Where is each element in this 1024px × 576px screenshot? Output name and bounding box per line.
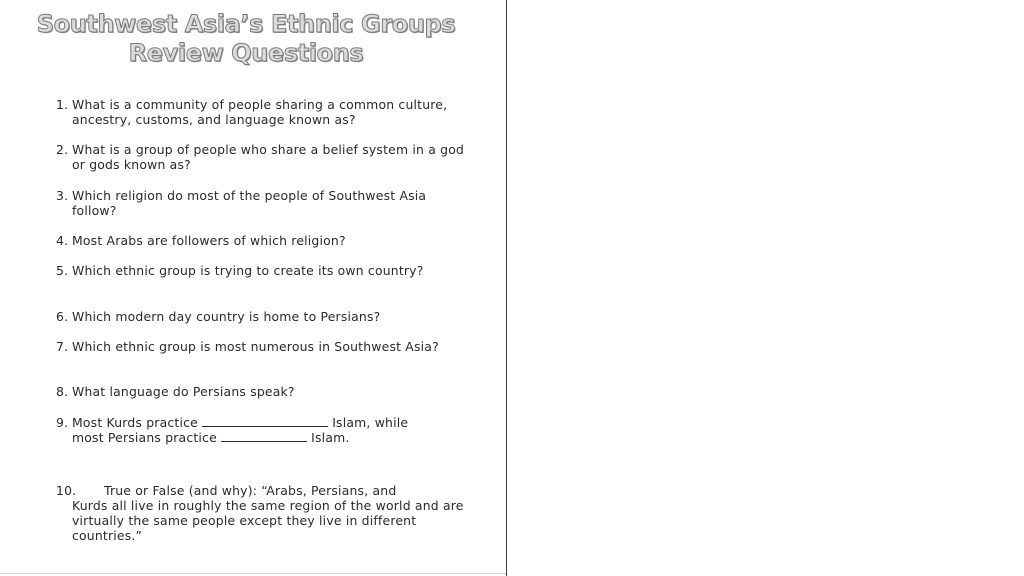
question-9-part-2: Islam, while — [332, 415, 409, 430]
answer-blank-1 — [202, 415, 328, 427]
question-10-rest: Kurds all live in roughly the same region of the world and are virtually the same people except they live in different countries.” — [72, 498, 464, 543]
question-9-part-4: Islam. — [311, 430, 350, 445]
question-text: What is a community of people sharing a common culture, ancestry, customs, and language known as? — [72, 97, 448, 127]
title-line-2: Review Questions — [128, 39, 364, 67]
question-9-part-3: most Persians practice — [72, 430, 217, 445]
question-text: Which ethnic group is trying to create its own country? — [72, 263, 424, 278]
question-text: Most Arabs are followers of which religion? — [72, 233, 346, 248]
question-9-part-1: Most Kurds practice — [72, 415, 198, 430]
question-5 — [56, 263, 466, 278]
question-7 — [56, 339, 466, 354]
question-number: 4. — [56, 233, 69, 248]
question-text: Which ethnic group is most numerous in Southwest Asia? — [72, 339, 439, 354]
question-text: Which religion do most of the people of Southwest Asia follow? — [72, 188, 427, 218]
answer-blank-2 — [221, 430, 307, 442]
page-divider-line — [506, 0, 507, 576]
question-10 — [56, 483, 466, 543]
question-text: Which modern day country is home to Persians? — [72, 309, 381, 324]
question-text — [72, 415, 466, 445]
question-number: 5. — [56, 263, 69, 278]
question-number: 2. — [56, 142, 69, 157]
question-number: 8. — [56, 384, 69, 399]
worksheet-title — [0, 10, 492, 68]
worksheet-page — [0, 0, 506, 576]
title-line-1: Southwest Asia’s Ethnic Groups — [36, 10, 456, 38]
question-4 — [56, 233, 466, 248]
question-number: 3. — [56, 188, 69, 203]
question-6 — [56, 309, 466, 324]
question-1 — [56, 97, 466, 127]
question-9 — [56, 415, 466, 445]
question-number: 1. — [56, 97, 69, 112]
question-10-first-line: True or False (and why): “Arabs, Persians, and — [104, 483, 397, 498]
question-text: What language do Persians speak? — [72, 384, 295, 399]
question-number: 10. — [56, 483, 77, 498]
question-text: What is a group of people who share a belief system in a god or gods known as? — [72, 142, 465, 172]
question-2 — [56, 142, 466, 172]
question-number: 9. — [56, 415, 69, 430]
page-bottom-edge — [0, 573, 506, 574]
question-3 — [56, 188, 466, 218]
question-number: 7. — [56, 339, 69, 354]
question-8 — [56, 384, 466, 399]
question-number: 6. — [56, 309, 69, 324]
question-text — [72, 483, 466, 543]
